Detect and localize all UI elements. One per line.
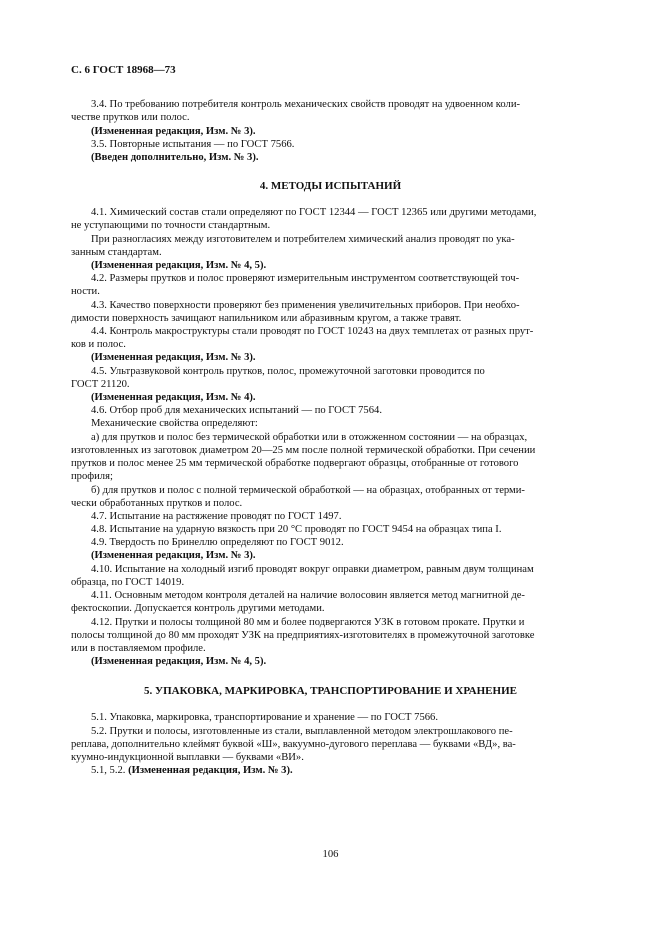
paragraph-line: реплава, дополнительно клеймят буквой «Ш», вакуумно-дугового переплава — буквами «ВД», ва-: [71, 739, 516, 750]
paragraph-line: или в поставляемом профиле.: [71, 643, 206, 654]
amendment-note: (Измененная редакция, Изм. № 3).: [91, 352, 256, 363]
paragraph-line: 4.2. Размеры прутков и полос проверяют измерительным инструментом соответствующей точ-: [91, 273, 520, 284]
paragraph-line: 4.1. Химический состав стали определяют по ГОСТ 12344 — ГОСТ 12365 или другими методами,: [91, 207, 537, 218]
paragraph-line: честве прутков или полос.: [71, 112, 190, 123]
page-number: 106: [322, 849, 339, 860]
paragraph-line: 3.5. Повторные испытания — по ГОСТ 7566.: [91, 139, 295, 150]
paragraph-line: не уступающими по точности стандартным.: [71, 220, 271, 231]
paragraph-line: 4.5. Ультразвуковой контроль прутков, полос, промежуточной заготовки проводится по: [91, 366, 485, 377]
amendment-line: [91, 765, 293, 778]
paragraph-line: образца, по ГОСТ 14019.: [71, 577, 185, 588]
paragraph-line: 4.6. Отбор проб для механических испытаний — по ГОСТ 7564.: [91, 405, 382, 416]
paragraph-line: куумно-индукционной выплавки — буквами «ВИ».: [71, 752, 304, 763]
amendment-note: (Измененная редакция, Изм. № 3).: [91, 126, 256, 137]
paragraph-line: прутков и полос менее 25 мм термической обработке подвергают образцы, отобранные от готового: [71, 458, 519, 469]
amendment-note: (Измененная редакция, Изм. № 3).: [128, 765, 293, 776]
paragraph-line: димости поверхность зачищают напильником или абразивным кругом, а также травят.: [71, 313, 462, 324]
paragraph-line: 5.1. Упаковка, маркировка, транспортирование и хранение — по ГОСТ 7566.: [91, 712, 438, 723]
amendment-note: (Измененная редакция, Изм. № 4, 5).: [91, 656, 267, 667]
paragraph-line: б) для прутков и полос с полной термической обработкой — на образцах, отобранных от терми-: [91, 485, 525, 496]
amendment-ref: 5.1, 5.2.: [91, 765, 126, 776]
paragraph-line: 5.2. Прутки и полосы, изготовленные из стали, выплавленной методом электрошлакового пе-: [91, 726, 513, 737]
paragraph-line: ГОСТ 21120.: [71, 379, 130, 390]
amendment-note: (Введен дополнительно, Изм. № 3).: [91, 152, 259, 163]
paragraph-line: 4.3. Качество поверхности проверяют без применения увеличительных приборов. При необхо-: [91, 300, 520, 311]
paragraph-line: 4.10. Испытание на холодный изгиб проводят вокруг оправки диаметром, равным двум толщинам: [91, 564, 534, 575]
amendment-note: (Измененная редакция, Изм. № 3).: [91, 550, 256, 561]
paragraph-line: ков и полос.: [71, 339, 126, 350]
paragraph-line: фектоскопии. Допускается контроль другими методами.: [71, 603, 325, 614]
amendment-note: (Измененная редакция, Изм. № 4).: [91, 392, 256, 403]
paragraph-line: профиля;: [71, 471, 113, 482]
paragraph-line: 4.7. Испытание на растяжение проводят по ГОСТ 1497.: [91, 511, 342, 522]
section-5-title: 5. УПАКОВКА, МАРКИРОВКА, ТРАНСПОРТИРОВАНИЕ И ХРАНЕНИЕ: [144, 685, 517, 697]
section-4-title: 4. МЕТОДЫ ИСПЫТАНИЙ: [259, 180, 402, 192]
paragraph-line: 4.9. Твердость по Бринеллю определяют по ГОСТ 9012.: [91, 537, 344, 548]
paragraph-line: 3.4. По требованию потребителя контроль механических свойств проводят на удвоенном коли-: [91, 99, 521, 110]
page-header: С. 6 ГОСТ 18968—73: [71, 64, 176, 76]
paragraph-line: а) для прутков и полос без термической обработки или в отожженном состоянии — на образцах,: [91, 432, 528, 443]
paragraph-line: 4.4. Контроль макроструктуры стали проводят по ГОСТ 10243 на двух темплетах от разных прут-: [91, 326, 534, 337]
paragraph-line: Механические свойства определяют:: [91, 418, 258, 429]
paragraph-line: ности.: [71, 286, 100, 297]
paragraph-line: При разногласиях между изготовителем и потребителем химический анализ проводят по ука-: [91, 234, 515, 245]
paragraph-line: чески обработанных прутков и полос.: [71, 498, 243, 509]
paragraph-line: 4.11. Основным методом контроля деталей на наличие волосовин является метод магнитной де-: [91, 590, 525, 601]
paragraph-line: 4.8. Испытание на ударную вязкость при 20 °С проводят по ГОСТ 9454 на образцах типа I.: [91, 524, 502, 535]
paragraph-line: 4.12. Прутки и полосы толщиной 80 мм и более подвергаются УЗК в готовом прокате. Прутки и: [91, 617, 525, 628]
amendment-note: (Измененная редакция, Изм. № 4, 5).: [91, 260, 267, 271]
paragraph-line: изготовленных из заготовок диаметром 20—25 мм после полной термической обработки. При сечении: [71, 445, 536, 456]
paragraph-line: полосы толщиной до 80 мм проходят УЗК на предприятиях-изготовителях в промежуточной заготовке: [71, 630, 535, 641]
paragraph-line: занным стандартам.: [71, 247, 162, 258]
